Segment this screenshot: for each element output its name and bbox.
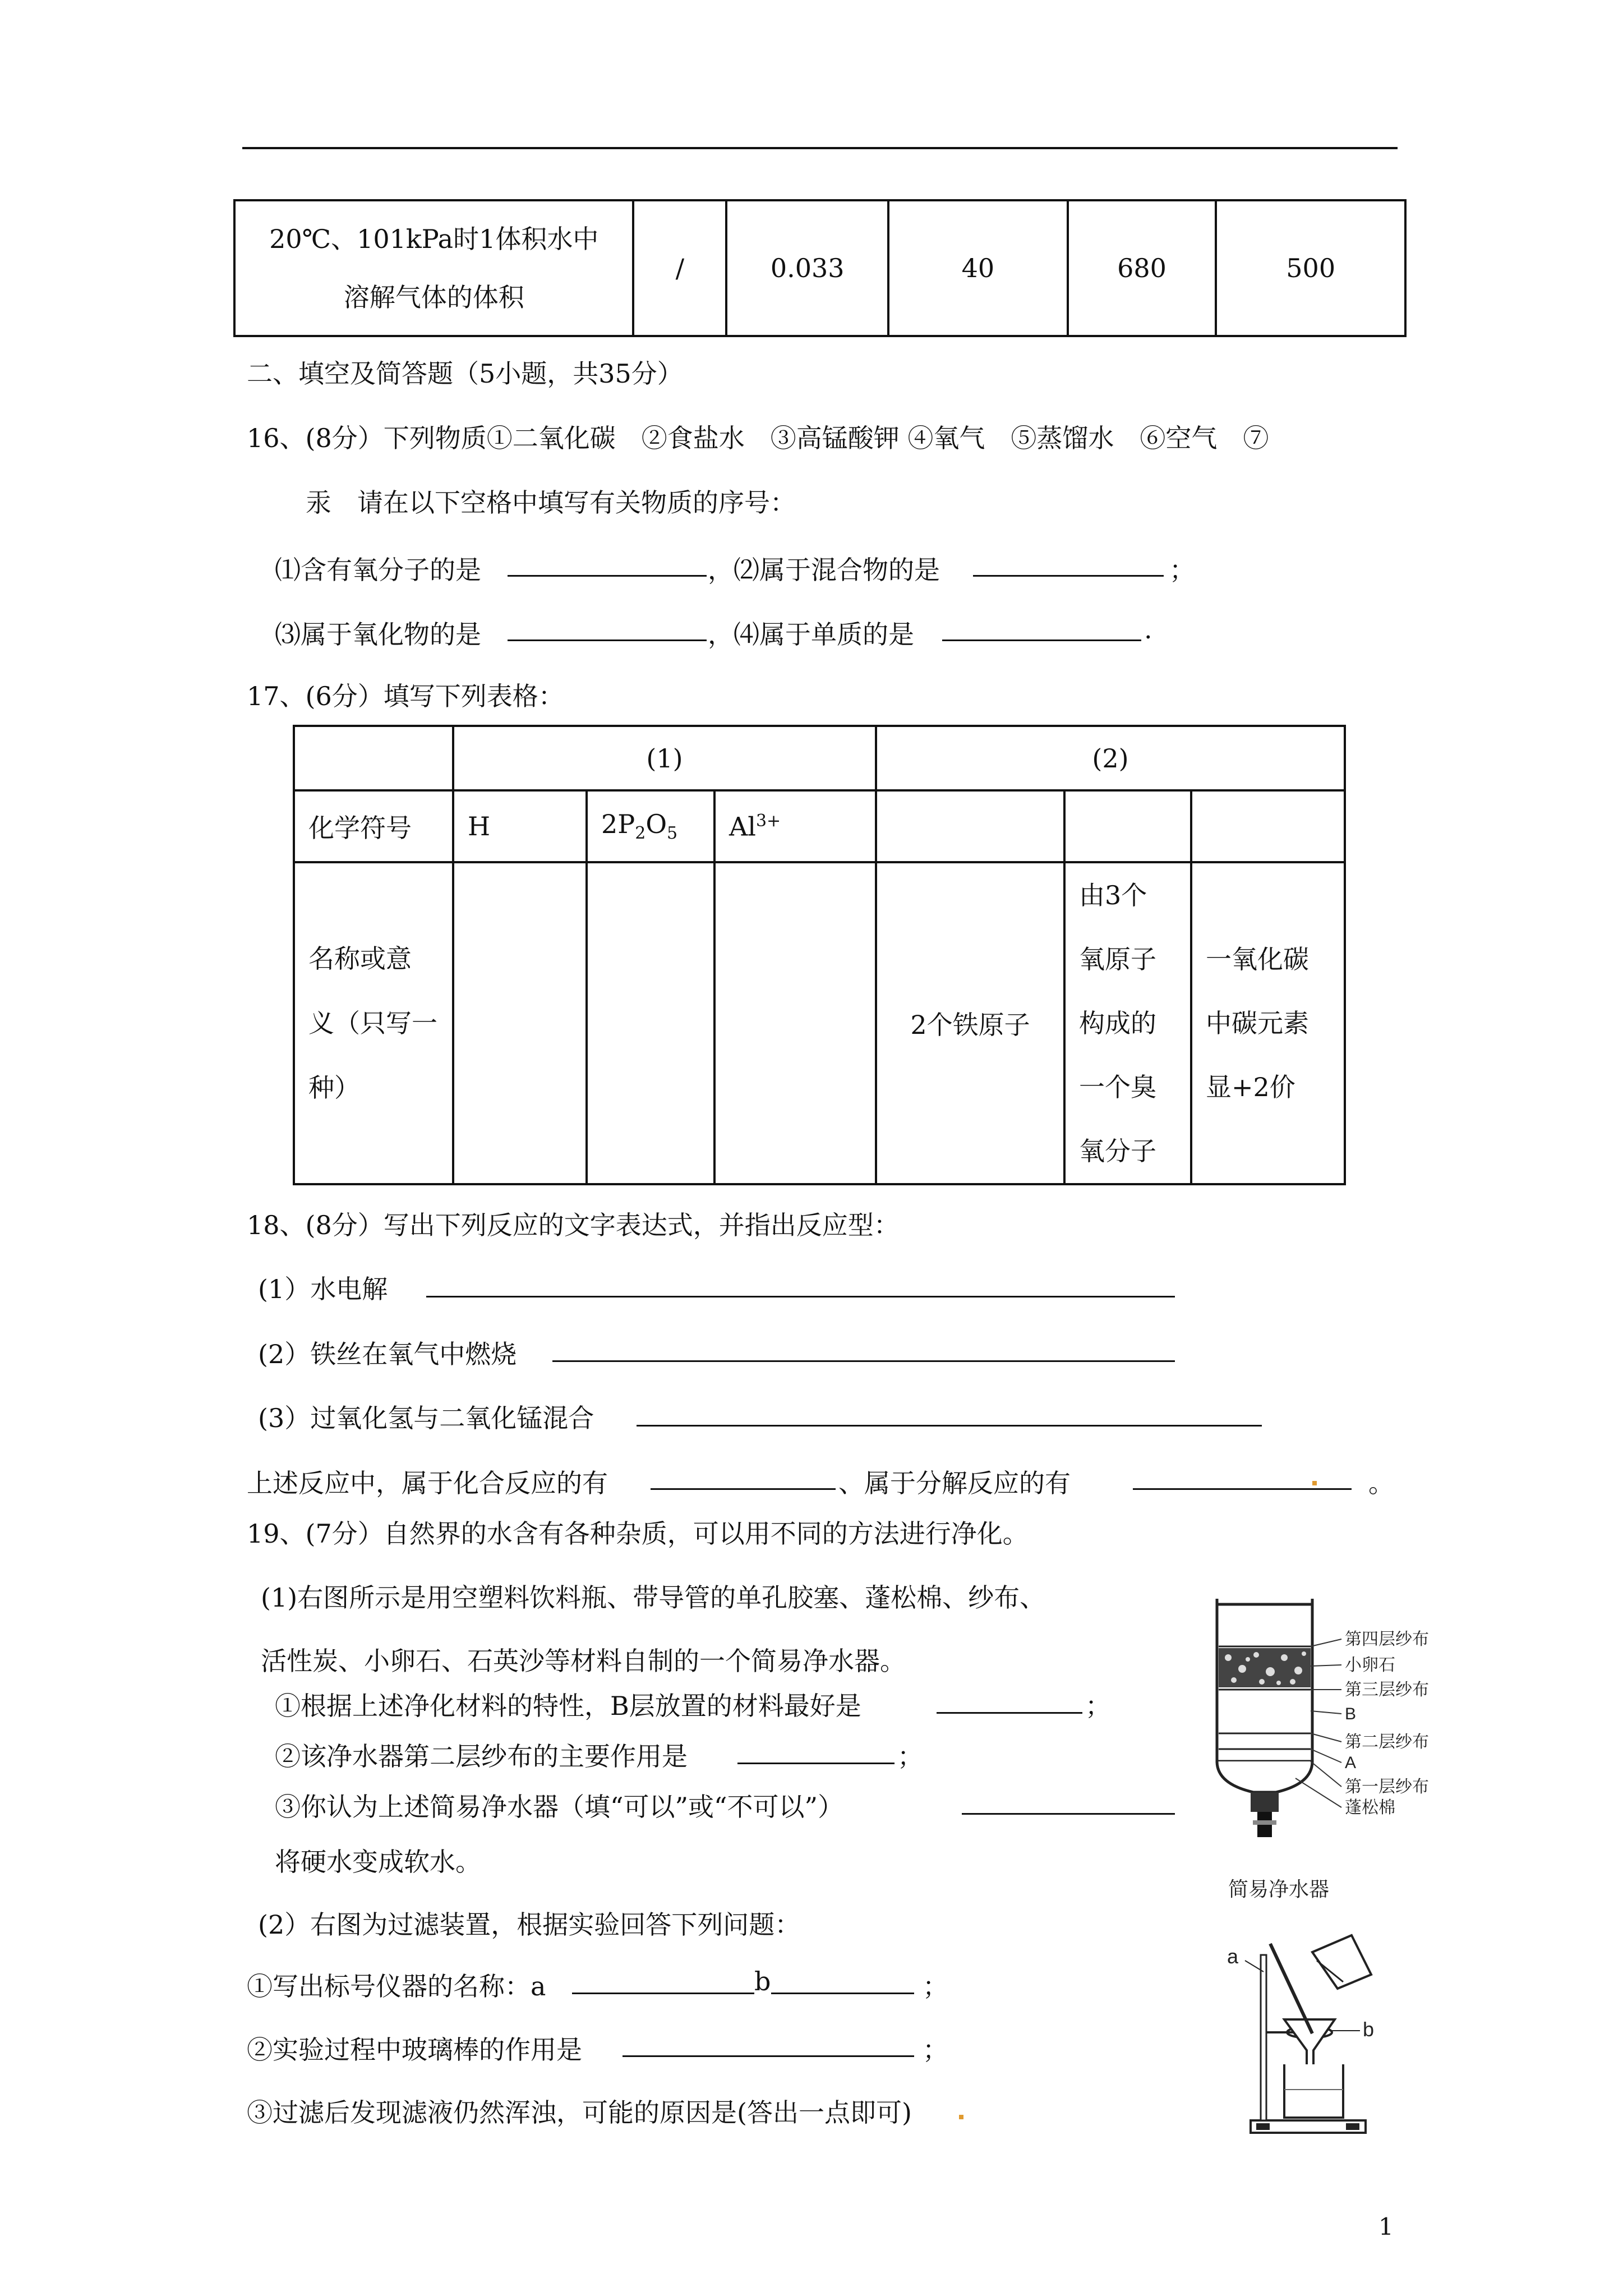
q17-meaning-blank-h[interactable] <box>453 862 587 1184</box>
beaker <box>1284 2064 1343 2118</box>
q19-blank-hard-water[interactable] <box>962 1813 1175 1815</box>
q16-part2-end: ； <box>1169 555 1195 585</box>
q18-summary-end: 。 <box>1368 1468 1394 1498</box>
q19-sub1-end: ； <box>1085 1691 1111 1721</box>
q16-line1: 16、(8分）下列物质①二氧化碳 ②食盐水 ③高锰酸钾 ④氧气 ⑤蒸馏水 ⑥空气 ⑦ <box>247 423 1269 453</box>
orange-dot-mark <box>959 2115 963 2119</box>
q17-symbol-al3: $Al^{3+}$ <box>714 790 876 862</box>
purifier-label-1st-gauze: 第一层纱布 <box>1345 1778 1429 1796</box>
purifier-label-b: B <box>1345 1705 1357 1723</box>
q17-meaning-blank-p2o5[interactable] <box>587 862 714 1184</box>
q16-part1-label: ⑴含有氧分子的是 <box>275 555 481 585</box>
value-cell-3: 40 <box>888 200 1067 336</box>
q17-symbol-p2o5: $2P_2O_5$ <box>587 790 714 862</box>
gas-solubility-table <box>233 199 1407 337</box>
purifier-label-pebbles: 小卵石 <box>1345 1656 1395 1674</box>
value-cell-4: 680 <box>1068 200 1216 336</box>
q16-blank-element[interactable] <box>942 639 1141 641</box>
q17-symbol-blank-ozone[interactable] <box>1064 790 1191 862</box>
purifier-label-4th-gauze: 第四层纱布 <box>1345 1630 1429 1649</box>
q17-meaning-iron: 2个铁原子 <box>876 862 1064 1184</box>
purifier-caption: 简易净水器 <box>1228 1878 1330 1901</box>
q16-blank-oxide[interactable] <box>508 639 707 641</box>
value-cell-2: 0.033 <box>726 200 888 336</box>
page-number: 1 <box>1378 2213 1394 2240</box>
q17-title: 17、(6分）填写下列表格： <box>247 681 564 711</box>
q17-meaning-blank-al3[interactable] <box>714 862 876 1184</box>
q16-part3-label: ⑶属于氧化物的是 <box>275 619 481 650</box>
q17-meaning-ozone: 由3个 氧原子 构成的 一个臭 氧分子 <box>1064 862 1191 1184</box>
q19-blank-b[interactable] <box>771 1993 914 1994</box>
q18-blank-combination[interactable] <box>651 1488 836 1490</box>
q17-symbol-blank-iron[interactable] <box>876 790 1064 862</box>
q16-line2: 汞 请在以下空格中填写有关物质的序号： <box>306 487 796 518</box>
q19-filter-1-b: b <box>754 1966 771 1996</box>
purifier-label-cotton: 蓬松棉 <box>1345 1798 1395 1817</box>
q19-filter-1-end: ； <box>923 1971 948 2001</box>
q16-blank-oxygen-molecule[interactable] <box>508 575 707 577</box>
q19-part1-line1: (1)右图所示是用空塑料饮料瓶、带导管的单孔胶塞、蓬松棉、纱布、 <box>261 1582 1046 1613</box>
value-cell-1: / <box>633 200 726 336</box>
section-2-title: 二、填空及简答题（5小题，共35分） <box>247 358 683 389</box>
q17-col1-header: (1) <box>453 726 876 790</box>
filtration-diagram <box>1211 1921 1447 2146</box>
purifier-label-3rd-gauze: 第三层纱布 <box>1345 1681 1429 1699</box>
q17-col2-header: (2) <box>876 726 1345 790</box>
purifier-label-2nd-gauze: 第二层纱布 <box>1345 1733 1429 1751</box>
orange-dot-mark <box>1312 1481 1317 1485</box>
q18-blank-2[interactable] <box>552 1360 1175 1362</box>
q18-reaction-1: (1）水电解 <box>258 1274 388 1304</box>
q17-table <box>293 725 1346 1185</box>
water-purifier-diagram <box>1195 1599 1486 1913</box>
q18-summary-b: 、属于分解反应的有 <box>838 1468 1071 1498</box>
gas-volume-label-line2: 溶解气体的体积 <box>343 282 524 312</box>
q19-filter-3: ③过滤后发现滤液仍然浑浊，可能的原因是(答出一点即可) <box>247 2097 912 2128</box>
q17-symbol-row-label: 化学符号 <box>294 790 453 862</box>
q19-sub2: ②该净水器第二层纱布的主要作用是 <box>275 1741 688 1772</box>
q18-reaction-2: (2）铁丝在氧气中燃烧 <box>258 1339 517 1369</box>
q19-sub3: ③你认为上述简易净水器（填“可以”或“不可以”） <box>275 1792 844 1822</box>
q17-symbol-h: H <box>453 790 587 862</box>
q18-blank-1[interactable] <box>426 1296 1175 1297</box>
q17-corner-cell <box>294 726 453 790</box>
q16-blank-mixture[interactable] <box>973 575 1164 577</box>
value-cell-5: 500 <box>1216 200 1405 336</box>
q17-meaning-carbon: 一氧化碳 中碳元素 显+2价 <box>1191 862 1345 1184</box>
q19-part1-line2: 活性炭、小卵石、石英沙等材料自制的一个简易净水器。 <box>261 1646 906 1676</box>
q18-title: 18、(8分）写出下列反应的文字表达式，并指出反应型： <box>247 1210 900 1240</box>
q18-summary-a: 上述反应中，属于化合反应的有 <box>247 1468 608 1498</box>
iron-stand-rod <box>1261 1955 1266 2120</box>
filter-label-b: b <box>1363 2018 1375 2041</box>
gas-volume-label-cell <box>234 200 633 336</box>
q19-blank-glass-rod[interactable] <box>623 2055 914 2057</box>
q19-sub3-cont: 将硬水变成软水。 <box>275 1847 481 1877</box>
q19-blank-b-layer[interactable] <box>937 1712 1082 1714</box>
q19-blank-second-gauze[interactable] <box>737 1763 895 1764</box>
header-rule <box>242 147 1398 149</box>
q16-part4-label: ，⑷属于单质的是 <box>708 619 914 650</box>
q16-part2-label: ，⑵属于混合物的是 <box>708 555 940 585</box>
q19-title: 19、(7分）自然界的水含有各种杂质，可以用不同的方法进行净化。 <box>247 1519 1029 1549</box>
q17-symbol-blank-carbon[interactable] <box>1191 790 1345 862</box>
q19-filter-1: ①写出标号仪器的名称：a <box>247 1971 546 2001</box>
gas-volume-label-line1: 20℃、101kPa时1体积水中 <box>269 224 599 254</box>
q19-filter-2-end: ； <box>923 2035 948 2065</box>
q16-part4-end: . <box>1144 614 1152 645</box>
purifier-label-a: A <box>1345 1754 1357 1772</box>
q19-filter-2: ②实验过程中玻璃棒的作用是 <box>247 2035 582 2065</box>
q19-part2: (2）右图为过滤装置，根据实验回答下列问题： <box>258 1910 801 1940</box>
q17-meaning-row-label: 名称或意 义（只写一 种） <box>294 862 453 1184</box>
q18-reaction-3: (3）过氧化氢与二氧化锰混合 <box>258 1403 594 1433</box>
q19-sub1: ①根据上述净化材料的特性，B层放置的材料最好是 <box>275 1691 861 1721</box>
q18-blank-3[interactable] <box>637 1425 1262 1427</box>
q19-sub2-end: ； <box>897 1741 923 1772</box>
q19-blank-a[interactable] <box>572 1993 754 1994</box>
q18-blank-decomposition[interactable] <box>1133 1488 1352 1490</box>
filter-label-a: a <box>1227 1945 1239 1968</box>
